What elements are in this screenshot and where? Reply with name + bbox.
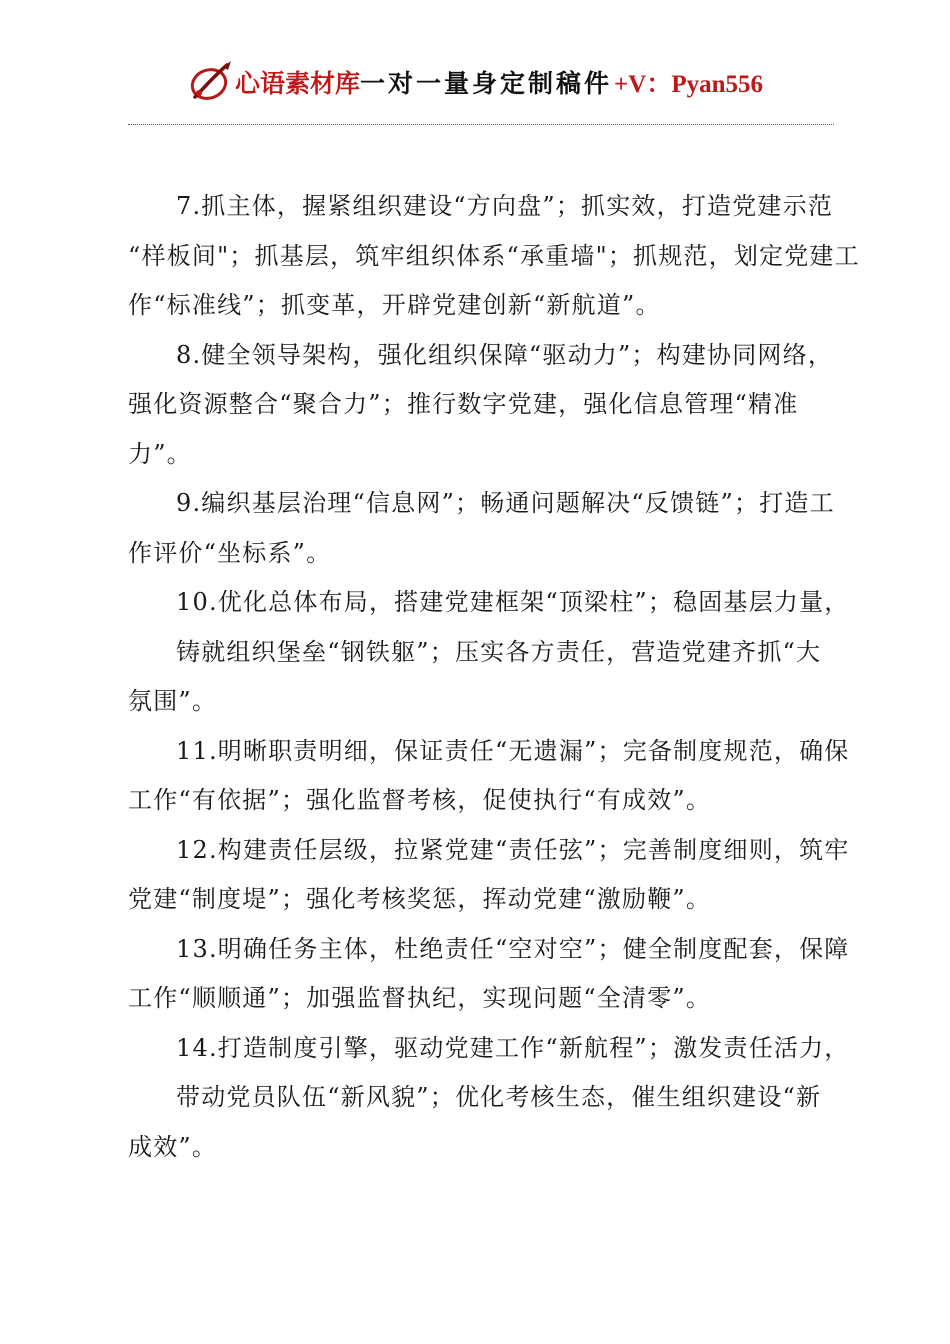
text-line: 成效”。: [128, 1132, 218, 1161]
contact-id: +V：Pyan556: [614, 71, 763, 98]
text-line: 力”。: [128, 439, 192, 468]
text-line: 铸就组织堡垒“钢铁躯”；压实各方责任，营造党建齐抓“大: [176, 637, 822, 666]
text-line: 带动党员队伍“新风貌”；优化考核生态，催生组织建设“新: [176, 1083, 822, 1111]
text-line: 工作“顺顺通”；加强监督执纪，实现问题“全清零”。: [128, 984, 712, 1012]
text-line: 作评价“坐标系”。: [128, 538, 332, 567]
text-line: 14.打造制度引擎，驱动党建工作“新航程”；激发责任活力，: [176, 1033, 850, 1062]
text-line: 13.明确任务主体，杜绝责任“空对空”；健全制度配套，保障: [176, 934, 850, 963]
document-body: [128, 182, 860, 1172]
paragraph-10: [128, 578, 850, 727]
text-line: 强化资源整合“聚合力”；推行数字党建，强化信息管理“精准: [128, 390, 799, 418]
paragraph-13: [128, 925, 850, 1024]
paragraph-9: [128, 479, 834, 578]
paragraph-11: [128, 727, 850, 826]
brand-name: 心语素材库: [234, 69, 360, 98]
text-line: 12.构建责任层级，拉紧党建“责任弦”；完善制度细则，筑牢: [176, 835, 850, 864]
text-line: 11.明晰职责明细，保证责任“无遗漏”；完备制度规范，确保: [176, 736, 850, 765]
text-line: 10.优化总体布局，搭建党建框架“顶梁柱”；稳固基层力量，: [176, 588, 850, 616]
page-header: [0, 52, 950, 112]
text-line: 工作“有依据”；强化监督考核，促使执行“有成效”。: [128, 786, 712, 814]
paragraph-7: [128, 182, 860, 331]
text-line: 7.抓主体，握紧组织建设“方向盘”；抓实效，打造党建示范: [176, 192, 834, 220]
text-line: “样板间"；抓基层，筑牢组织体系“承重墙"；抓规范，划定党建工: [128, 241, 860, 270]
slogan: 一对一量身定制稿件: [360, 69, 613, 98]
paragraph-8: [128, 331, 834, 480]
paragraph-14: [128, 1024, 850, 1173]
text-line: 党建“制度堤”；强化考核奖惩，挥动党建“激励鞭”。: [128, 885, 712, 913]
text-line: 氛围”。: [128, 687, 218, 715]
paragraph-12: [128, 826, 850, 925]
header-divider: [128, 124, 834, 125]
text-line: 9.编织基层治理“信息网”；畅通问题解决“反馈链”；打造工: [176, 489, 835, 517]
text-line: 8.健全领导架构，强化组织保障“驱动力”；构建协同网络，: [176, 340, 834, 369]
text-line: 作“标准线”；抓变革，开辟党建创新“新航道”。: [128, 291, 661, 319]
brush-pen-logo-icon: [187, 59, 233, 105]
